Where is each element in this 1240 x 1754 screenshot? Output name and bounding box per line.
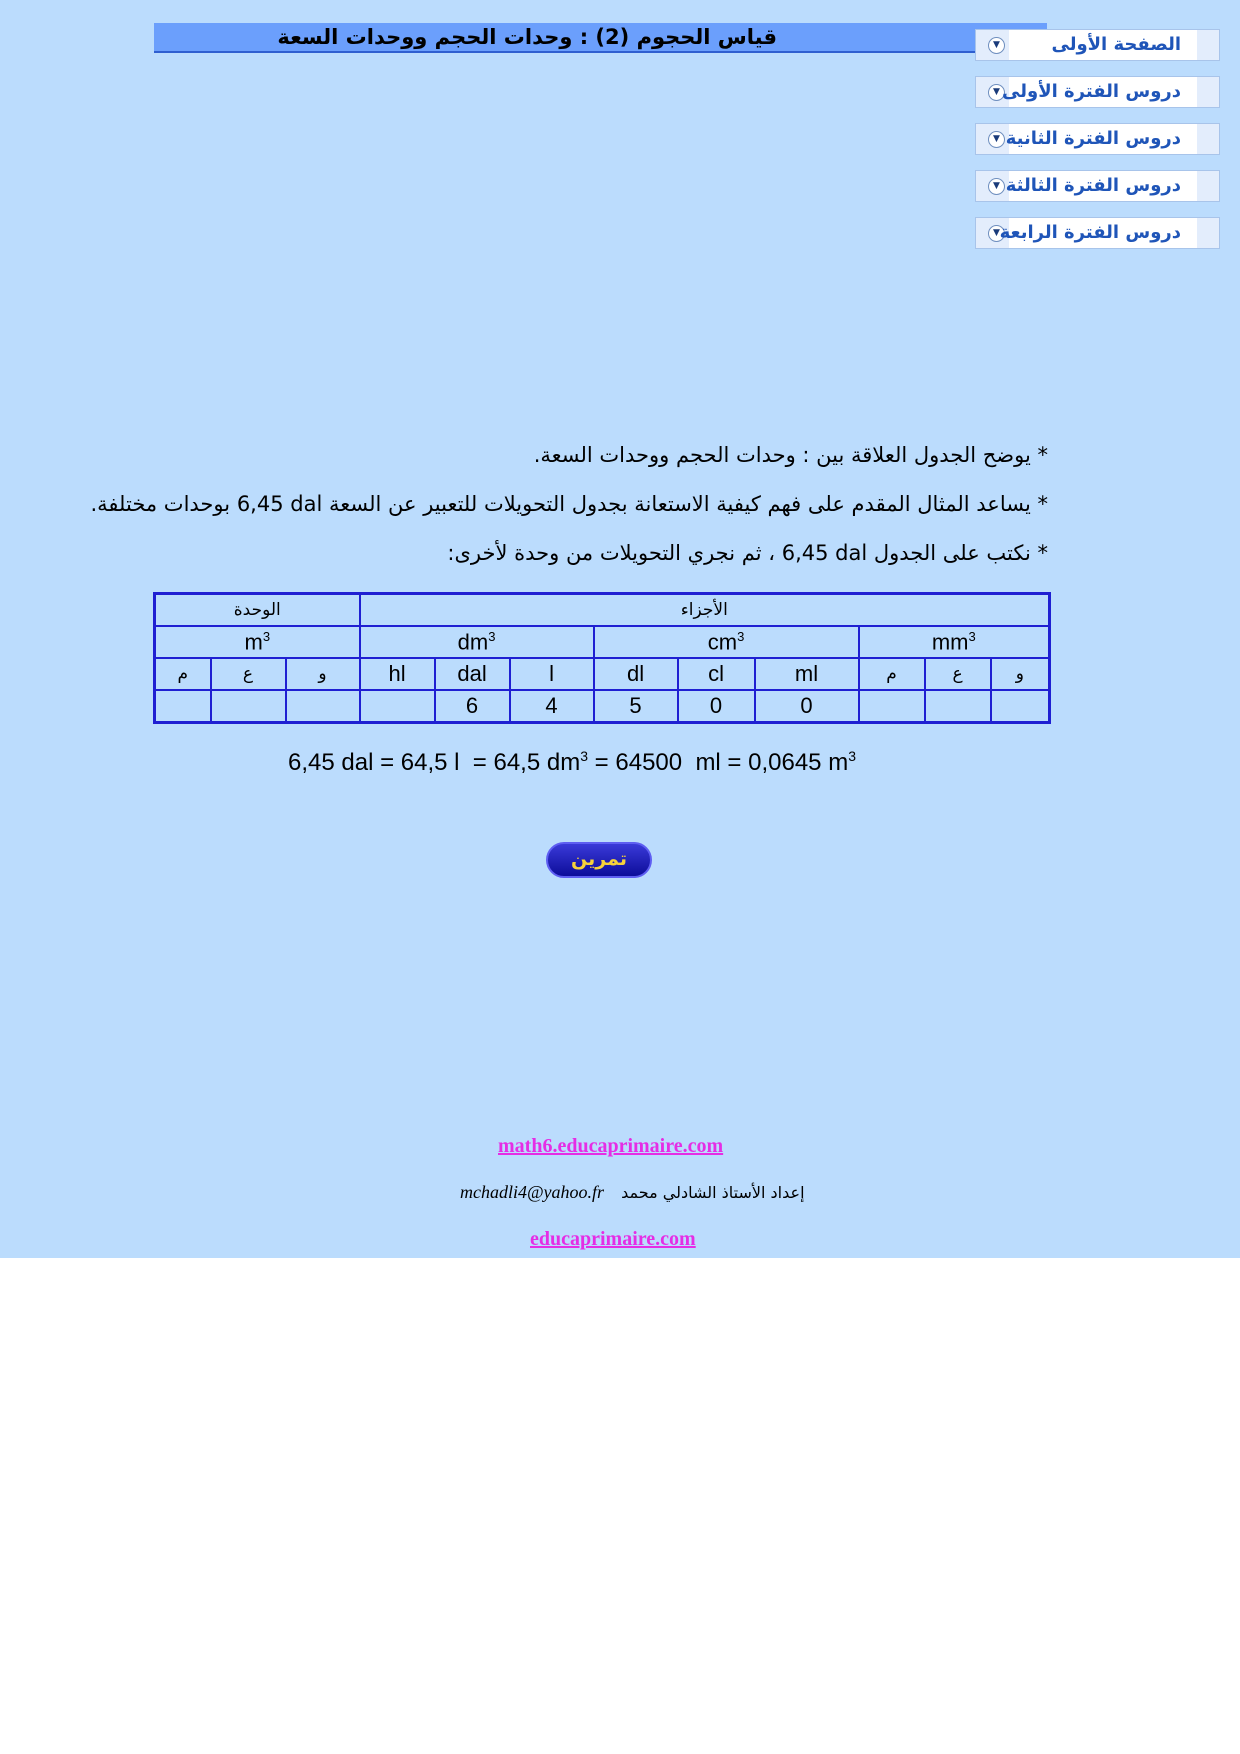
value-cell	[360, 690, 435, 723]
sub-header-cell: م	[859, 658, 925, 690]
exercise-button[interactable]: تمرين	[546, 842, 652, 878]
value-cell	[925, 690, 991, 723]
paragraph-text: بوحدات مختلفة.	[90, 492, 231, 516]
chevron-down-icon: ▼	[988, 37, 1005, 54]
page-title: قياس الحجوم (2) : وحدات الحجم ووحدات السعة	[277, 25, 777, 49]
nav-item-label: دروس الفترة الأولى	[1009, 77, 1197, 107]
author-credit	[460, 1182, 805, 1203]
sub-header-cell: و	[286, 658, 360, 690]
nav-item-term3[interactable]	[975, 170, 1220, 202]
value-cell	[859, 690, 925, 723]
nav-item-label: دروس الفترة الرابعة	[1009, 218, 1197, 248]
value-cell: 5	[594, 690, 678, 723]
sub-header-cell: م	[155, 658, 211, 690]
site-link-educaprimaire[interactable]: educaprimaire.com	[530, 1228, 696, 1250]
value-cell	[155, 690, 211, 723]
sub-header-cell: cl	[678, 658, 755, 690]
intro-paragraph-1: * يوضح الجدول العلاقة بين : وحدات الحجم ووحدات السعة.	[533, 443, 1048, 467]
paragraph-text: * يساعد المثال المقدم على فهم كيفية الاستعانة بجدول التحويلات للتعبير عن السعة	[328, 492, 1048, 516]
group-header-parts: الأجزاء	[360, 594, 1050, 627]
value-cell	[211, 690, 286, 723]
nav-item-label: دروس الفترة الثانية	[1009, 124, 1197, 154]
capacity-value: 6,45 dal	[781, 541, 868, 565]
sub-header-cell: dl	[594, 658, 678, 690]
value-cell: 0	[678, 690, 755, 723]
site-link-math6[interactable]: math6.educaprimaire.com	[498, 1135, 724, 1157]
value-cell: 0	[755, 690, 859, 723]
chevron-down-icon: ▼	[988, 178, 1005, 195]
nav-item-term1[interactable]	[975, 76, 1220, 108]
sub-header-cell: l	[510, 658, 594, 690]
capacity-value: 6,45 dal	[236, 492, 323, 516]
intro-paragraph-3	[447, 541, 1048, 565]
table-row	[155, 658, 1050, 690]
unit-header-cm3: $cm^3$	[594, 626, 859, 658]
author-email: mchadli4@yahoo.fr	[460, 1182, 605, 1202]
nav-item-label: الصفحة الأولى	[1009, 30, 1197, 60]
unit-header-mm3: $mm^3$	[859, 626, 1050, 658]
table-row	[155, 690, 1050, 723]
value-cell: 4	[510, 690, 594, 723]
nav-item-term4[interactable]	[975, 217, 1220, 249]
table-row	[155, 626, 1050, 658]
chevron-down-icon: ▼	[988, 225, 1005, 242]
unit-header-m3: $m^3$	[155, 626, 360, 658]
chevron-down-icon: ▼	[988, 131, 1005, 148]
nav-item-term2[interactable]	[975, 123, 1220, 155]
paragraph-text: ، ثم نجري التحويلات من وحدة لأخرى:	[447, 541, 776, 565]
group-header-unit: الوحدة	[155, 594, 360, 627]
nav-item-home[interactable]	[975, 29, 1220, 61]
value-cell	[286, 690, 360, 723]
sub-header-cell: hl	[360, 658, 435, 690]
value-cell: 6	[435, 690, 510, 723]
sub-header-cell: ml	[755, 658, 859, 690]
chevron-down-icon: ▼	[988, 84, 1005, 101]
sub-header-cell: و	[991, 658, 1050, 690]
table-row	[155, 594, 1050, 627]
conversion-equation: 6,45 dal = 64,5 l = 64,5 $dm^3 = 64500$ ml = 0,0645 $m^3$	[288, 748, 856, 776]
sub-header-cell: ع	[211, 658, 286, 690]
title-bar	[154, 23, 1047, 53]
sub-header-cell: ع	[925, 658, 991, 690]
author-name: إعداد الأستاذ الشادلي محمد	[621, 1183, 805, 1202]
intro-paragraph-2	[90, 492, 1048, 516]
paragraph-text: * نكتب على الجدول	[873, 541, 1048, 565]
sub-header-cell: dal	[435, 658, 510, 690]
unit-header-dm3: $dm^3$	[360, 626, 594, 658]
value-cell	[991, 690, 1050, 723]
nav-item-label: دروس الفترة الثالثة	[1009, 171, 1197, 201]
conversion-table	[153, 592, 1051, 724]
